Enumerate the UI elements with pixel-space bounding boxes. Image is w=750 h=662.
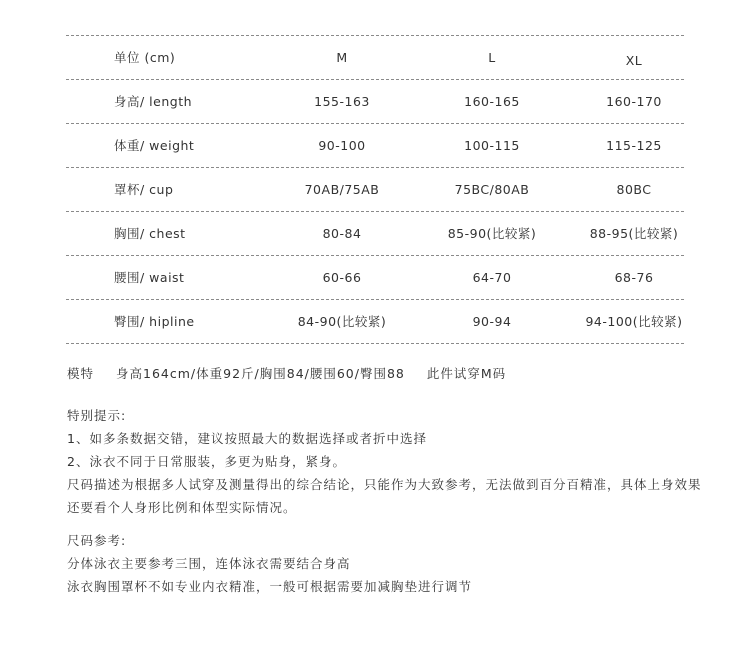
- header-unit: 单位 (cm): [114, 50, 176, 65]
- cell-l: 100-115: [464, 138, 520, 153]
- row-label: 臀围/ hipline: [114, 314, 195, 329]
- cell-xl: 80BC: [616, 182, 652, 197]
- cell-m: 70AB/75AB: [304, 182, 380, 197]
- cell-xl: 115-125: [606, 138, 662, 153]
- size-reference-title: 尺码参考:: [67, 533, 127, 548]
- divider: [66, 343, 684, 344]
- table-row-length: [66, 80, 684, 123]
- cell-xl: 94-100(比较紧): [585, 314, 683, 329]
- row-label: 腰围/ waist: [114, 270, 185, 285]
- cell-m: 90-100: [318, 138, 366, 153]
- size-table: [66, 35, 684, 344]
- special-tips-line: 1、如多条数据交错，建议按照最大的数据选择或者折中选择: [67, 431, 427, 446]
- special-tips: [67, 404, 707, 519]
- cell-l: 75BC/80AB: [454, 182, 530, 197]
- table-row-hipline: [66, 300, 684, 343]
- cell-m: 60-66: [322, 270, 362, 285]
- cell-xl: 160-170: [606, 94, 662, 109]
- model-info: [67, 362, 707, 385]
- size-reference-line: 分体泳衣主要参考三围，连体泳衣需要结合身高: [67, 556, 351, 571]
- header-size-l: L: [488, 50, 496, 65]
- header-size-m: M: [336, 50, 348, 65]
- row-label: 罩杯/ cup: [114, 182, 174, 197]
- model-label: 模特: [67, 366, 95, 381]
- cell-l: 85-90(比较紧): [447, 226, 537, 241]
- cell-m: 155-163: [314, 94, 370, 109]
- table-header-row: [66, 36, 684, 79]
- cell-m: 84-90(比较紧): [297, 314, 387, 329]
- notes-section: [67, 362, 707, 598]
- model-size-note: 此件试穿M码: [426, 366, 507, 381]
- cell-l: 64-70: [472, 270, 512, 285]
- row-label: 胸围/ chest: [114, 226, 186, 241]
- model-stats: 身高164cm/体重92斤/胸围84/腰围60/臀围88: [116, 366, 405, 381]
- cell-l: 160-165: [464, 94, 520, 109]
- size-reference-line: 泳衣胸围罩杯不如专业内衣精准，一般可根据需要加减胸垫进行调节: [67, 579, 473, 594]
- cell-xl: 88-95(比较紧): [589, 226, 679, 241]
- special-tips-title: 特别提示:: [67, 408, 127, 423]
- cell-xl: 68-76: [614, 270, 654, 285]
- table-row-cup: [66, 168, 684, 211]
- row-label: 体重/ weight: [114, 138, 195, 153]
- table-row-chest: [66, 212, 684, 255]
- table-row-weight: [66, 124, 684, 167]
- cell-m: 80-84: [322, 226, 362, 241]
- special-tips-line: 2、泳衣不同于日常服装，多更为贴身，紧身。: [67, 454, 346, 469]
- row-label: 身高/ length: [114, 94, 193, 109]
- special-tips-line: 尺码描述为根据多人试穿及测量得出的综合结论，只能作为大致参考，无法做到百分百精准，具体上身效果还要看个人身形比例和体型实际情况。: [67, 477, 702, 515]
- header-size-xl: XL: [625, 53, 643, 68]
- cell-l: 90-94: [472, 314, 512, 329]
- size-reference: [67, 529, 707, 598]
- table-row-waist: [66, 256, 684, 299]
